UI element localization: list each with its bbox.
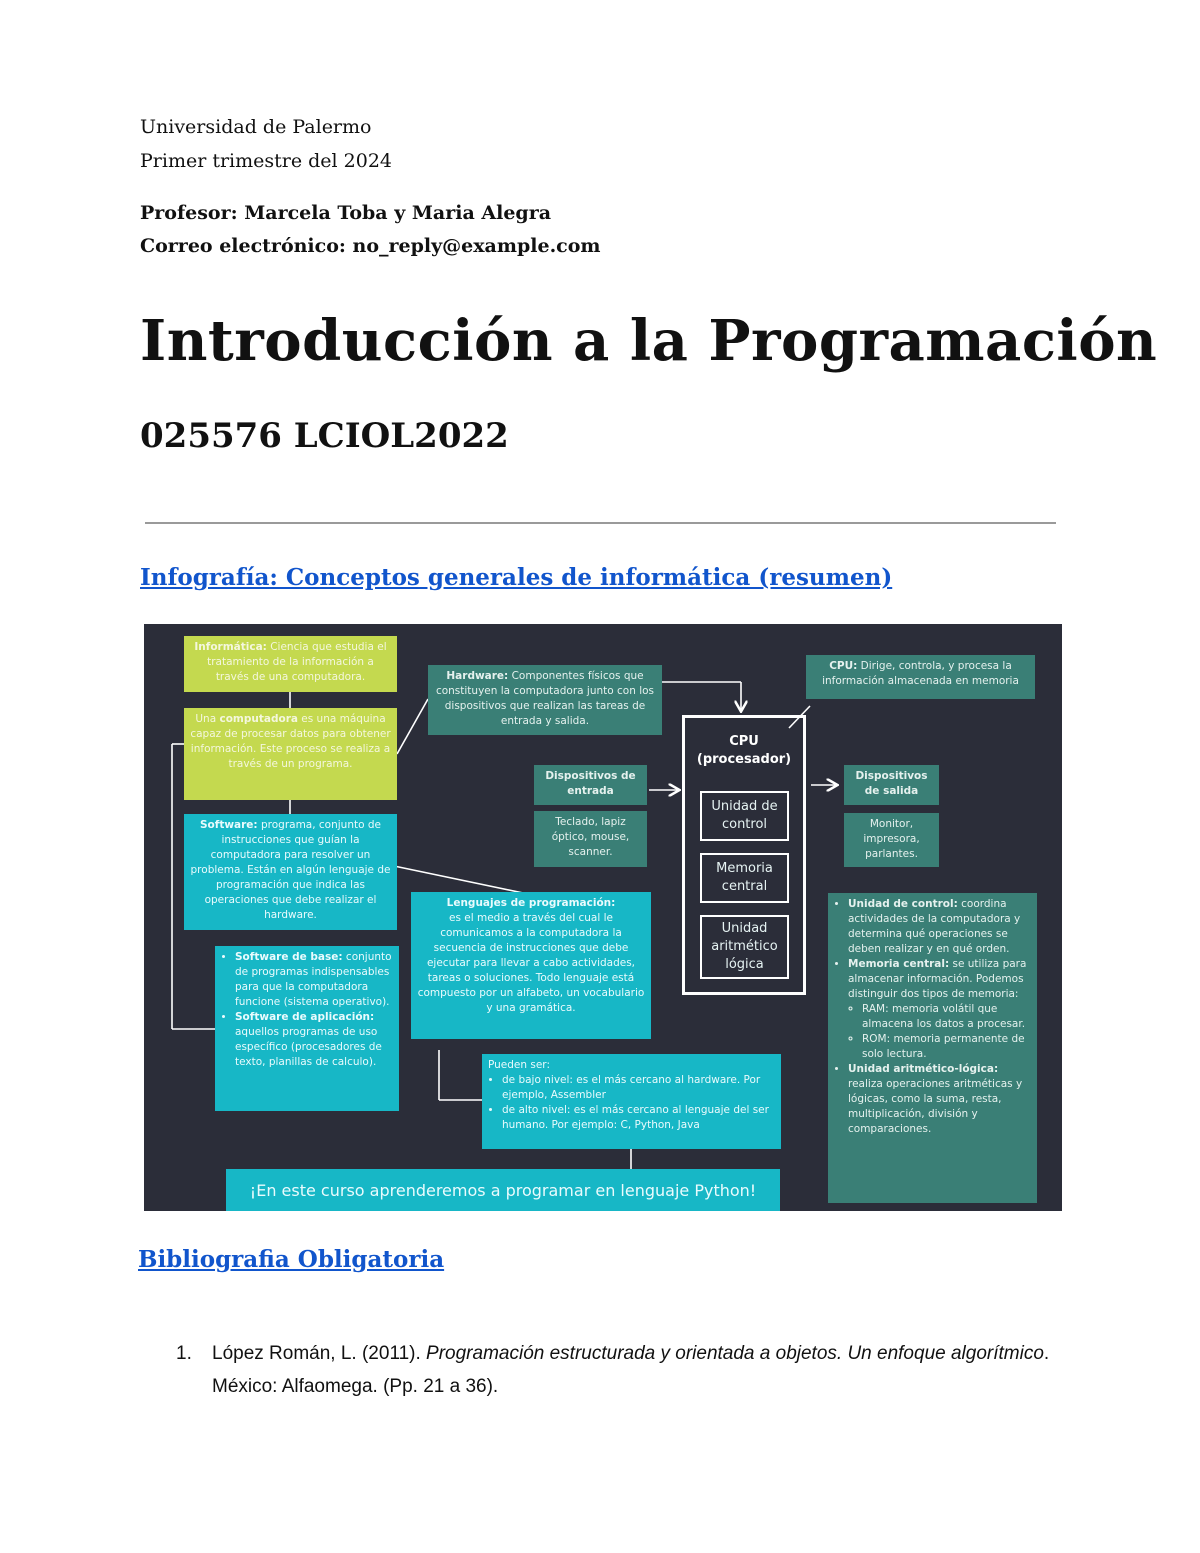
list-item-number: 1. <box>176 1343 192 1364</box>
infographic <box>144 624 1062 1211</box>
professor-line: Profesor: Marcela Toba y Maria Alegra <box>140 202 552 224</box>
term-label: Primer trimestre del 2024 <box>140 150 393 172</box>
email-line: Correo electrónico: no_reply@example.com <box>140 235 601 257</box>
cpu-definition-box: CPU: Dirige, controla, y procesa la información almacenada en memoria <box>806 655 1035 699</box>
entrada-examples-box: Teclado, lapiz óptico, mouse, scanner. <box>534 811 647 867</box>
cpu-title: CPU (procesador) <box>696 734 792 767</box>
software-types-box: • Software de base: conjunto de programas indispensables para que la computadora funcione (sistema operativo). • Software de aplicación: aquellos programas de uso específico (procesadores de texto, planillas de calculo). <box>215 946 399 1111</box>
cpu-unit-control: Unidad de control <box>700 791 789 841</box>
salida-title-box: Dispositivos de salida <box>844 765 939 805</box>
course-title: Introducción a la Programación <box>140 308 1158 374</box>
cpu-unit-memory: Memoria central <box>700 853 789 903</box>
university-name: Universidad de Palermo <box>140 116 372 138</box>
cpu-unit-alu: Unidad aritmético lógica <box>700 915 789 979</box>
hardware-box: Hardware: Componentes físicos que constituyen la computadora junto con los dispositivos que realizan las tareas de entrada y salida. <box>428 665 662 735</box>
informatica-box: Informática: Ciencia que estudia el tratamiento de la información a través de una computadora. <box>184 636 397 692</box>
salida-examples-box: Monitor, impresora, parlantes. <box>844 813 939 867</box>
computadora-box: Una computadora es una máquina capaz de procesar datos para obtener información. Este proceso se realiza a través de un programa. <box>184 708 397 800</box>
unidades-box: • Unidad de control: coordina actividades de la computadora y determina qué operaciones se deben realizar y en qué orden. • Memoria central: se utiliza para almacenar información. Podemos distinguir dos tipos de memoria: ◦ RAM: memoria volátil que almacena los datos a procesar. ◦ ROM: memoria permanente de solo lectura. • Unidad aritmético-lógica: realiza operaciones aritméticas y lógicas, como la suma, resta, multiplicación, división y comparaciones. <box>828 893 1037 1203</box>
software-box: Software: programa, conjunto de instrucciones que guían la computadora para resolver un problema. Están en algún lenguaje de programación que indica las operaciones que debe realizar el hardware. <box>184 814 397 930</box>
python-banner: ¡En este curso aprenderemos a programar en lenguaje Python! <box>226 1169 780 1211</box>
entrada-title-box: Dispositivos de entrada <box>534 765 647 805</box>
list-item: López Román, L. (2011). Programación estructurada y orientada a objetos. Un enfoque algorítmico. México: Alfaomega. (Pp. 21 a 36). <box>212 1343 1050 1397</box>
lenguajes-box: Lenguajes de programación: es el medio a través del cual le comunicamos a la computadora la secuencia de instrucciones que debe ejecutar para llevar a cabo actividades, tareas o soluciones. Todo lenguaje está compuesto por un alfabeto, un vocabulario y una gramática. <box>411 892 651 1039</box>
horizontal-divider <box>145 522 1056 524</box>
bibliography-link[interactable]: Bibliografia Obligatoria <box>138 1246 445 1273</box>
course-code: 025576 LCIOL2022 <box>140 416 509 456</box>
infographic-link[interactable]: Infografía: Conceptos generales de informática (resumen) <box>140 564 893 591</box>
niveles-box: Pueden ser: • de bajo nivel: es el más cercano al hardware. Por ejemplo, Assembler • de alto nivel: es el más cercano al lenguaje del ser humano. Por ejemplo: C, Python, Java <box>482 1054 781 1149</box>
